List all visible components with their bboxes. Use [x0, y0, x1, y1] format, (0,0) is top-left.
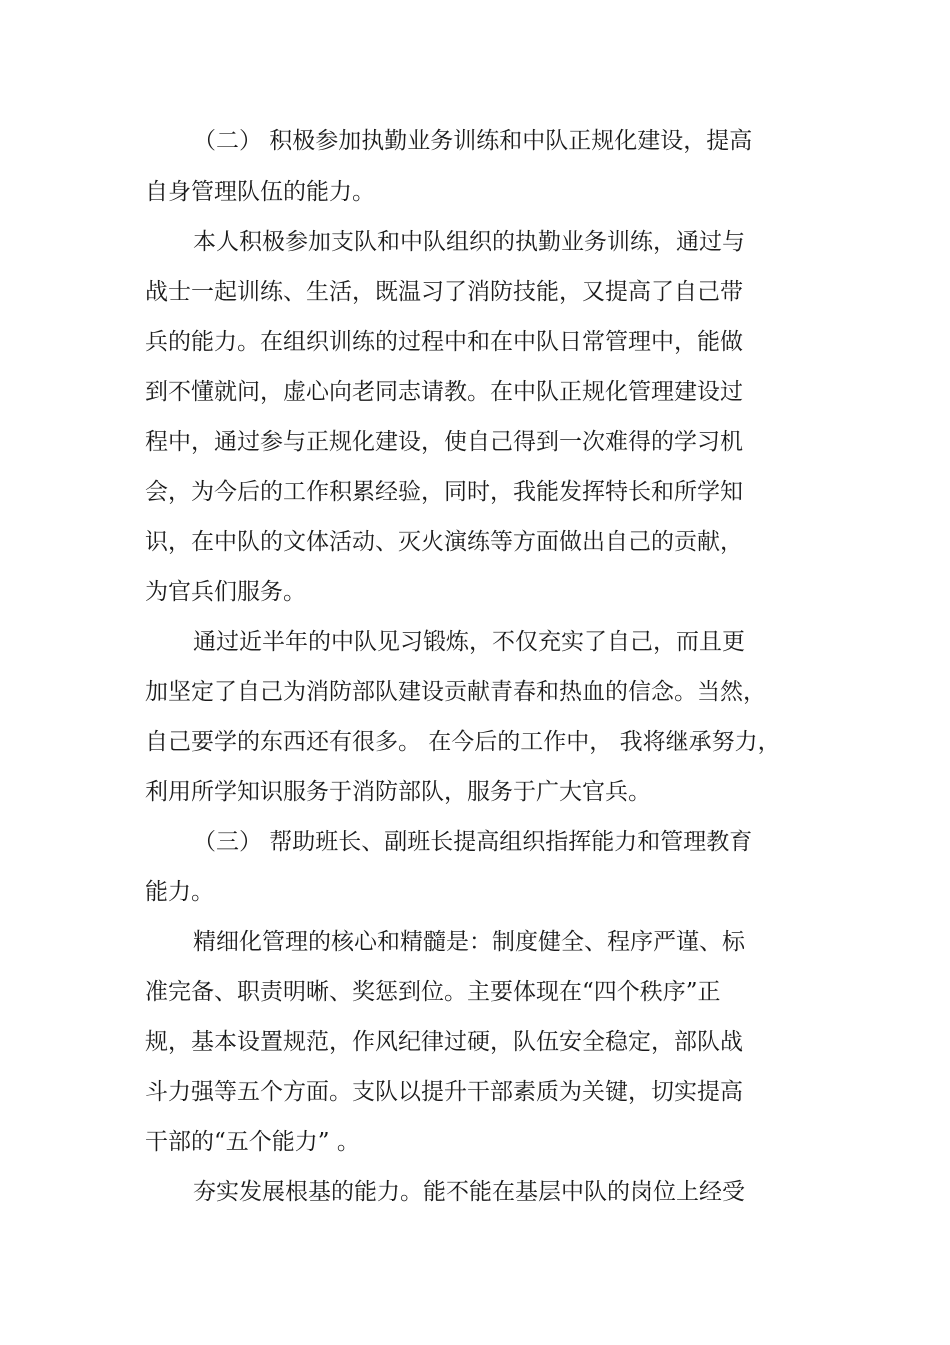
text-line: 干部的“五个能力” 。 — [145, 1129, 360, 1155]
text-line: 战士一起训练、生活，既温习了消防技能，又提高了自己带 — [145, 279, 743, 305]
text-line: 能力。 — [145, 879, 214, 905]
section-heading-3: （三） 帮助班长、副班长提高组织指挥能力和管理教育 — [193, 829, 753, 855]
text-line: 会，为今后的工作积累经验，同时，我能发挥特长和所学知 — [145, 479, 743, 505]
text-line: 准完备、职责明晰、奖惩到位。主要体现在“四个秩序”正 — [145, 979, 721, 1005]
text-line: 识，在中队的文体活动、灭火演练等方面做出自己的贡献， — [145, 529, 743, 555]
text-line: 自身管理队伍的能力。 — [145, 179, 375, 205]
text-line: 为官兵们服务。 — [145, 579, 306, 605]
paragraph-start: 通过近半年的中队见习锻炼，不仅充实了自己，而且更 — [193, 629, 745, 655]
text-line: 利用所学知识服务于消防部队，服务于广大官兵。 — [145, 779, 651, 805]
text-line: 加坚定了自己为消防部队建设贡献青春和热血的信念。当然， — [145, 679, 766, 705]
paragraph-start: 本人积极参加支队和中队组织的执勤业务训练，通过与 — [193, 229, 745, 255]
text-line: 兵的能力。在组织训练的过程中和在中队日常管理中，能做 — [145, 329, 743, 355]
text-line: 规，基本设置规范，作风纪律过硬，队伍安全稳定，部队战 — [145, 1029, 743, 1055]
paragraph-start: 精细化管理的核心和精髓是：制度健全、程序严谨、标 — [193, 929, 745, 955]
paragraph-start: 夯实发展根基的能力。能不能在基层中队的岗位上经受 — [193, 1179, 745, 1205]
text-line: 自己要学的东西还有很多。 在今后的工作中， 我将继承努力， — [145, 729, 781, 755]
text-line: 斗力强等五个方面。支队以提升干部素质为关键，切实提高 — [145, 1079, 743, 1105]
text-line: 到不懂就问，虚心向老同志请教。在中队正规化管理建设过 — [145, 379, 743, 405]
section-heading-2: （二） 积极参加执勤业务训练和中队正规化建设，提高 — [193, 128, 753, 154]
text-line: 程中，通过参与正规化建设，使自己得到一次难得的学习机 — [145, 429, 743, 455]
